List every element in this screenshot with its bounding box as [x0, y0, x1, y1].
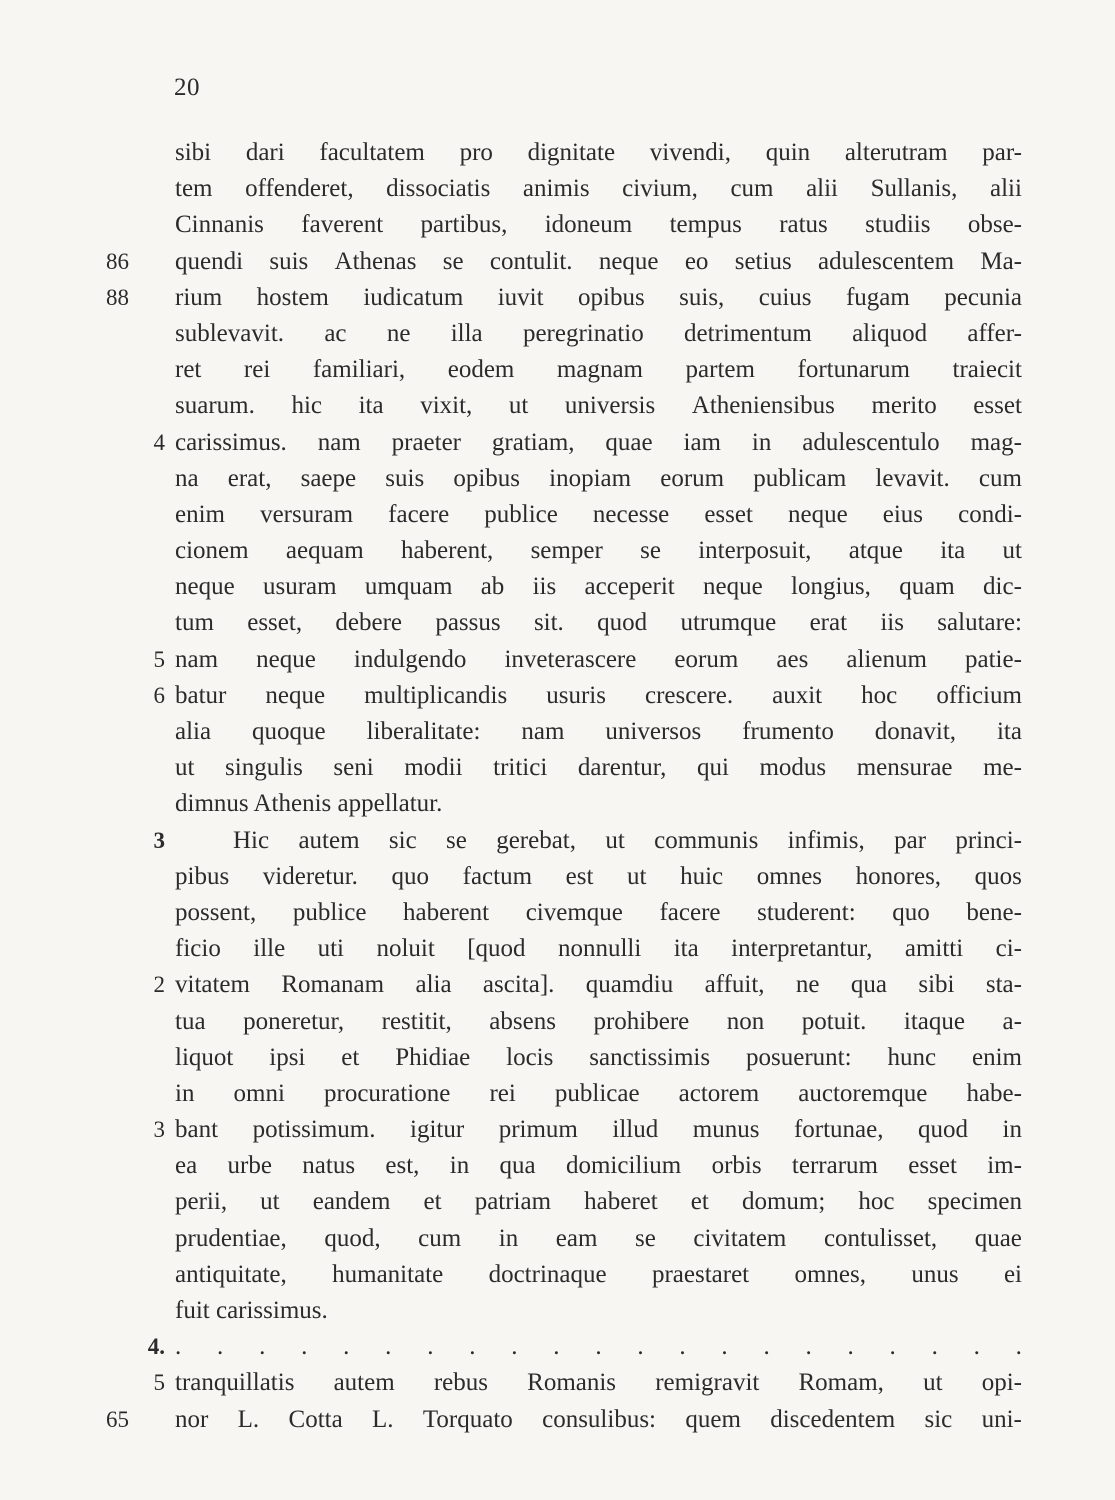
line-text: in omni procuratione rei publicae actorem auctoremque habe- [175, 1079, 1022, 1107]
text-line [110, 1148, 1022, 1184]
line-text: ret rei familiari, eodem magnam partem fortunarum traiecit [175, 356, 1022, 384]
line-text: dimnus Athenis appellatur. [175, 790, 443, 818]
line-text: ficio ille uti noluit [quod nonnulli ita interpretantur, amitti ci- [175, 935, 1022, 963]
line-text: vitatem Romanam alia ascita]. quamdiu affuit, ne qua sibi sta- [175, 971, 1022, 999]
text-line [110, 425, 1022, 461]
text-line [110, 1112, 1022, 1148]
text-line [110, 823, 1022, 859]
text-line [110, 859, 1022, 895]
text-line [110, 533, 1022, 569]
line-text: rium hostem iudicatum iuvit opibus suis, cuius fugam pecunia [175, 283, 1022, 311]
line-text: enim versuram facere publice necesse esset neque eius condi- [175, 500, 1022, 528]
margin-number: 65 [106, 1406, 129, 1432]
line-text: nam neque indulgendo inveterascere eorum aes alienum patie- [175, 645, 1022, 673]
text-line [110, 967, 1022, 1003]
text-line [110, 1040, 1022, 1076]
text-line [110, 1184, 1022, 1220]
text-line [110, 714, 1022, 750]
text-line [110, 461, 1022, 497]
line-text: Hic autem sic se gerebat, ut communis infimis, par princi- [233, 826, 1022, 854]
text-line [110, 497, 1022, 533]
line-text: prudentiae, quod, cum in eam se civitatem contulisset, quae [175, 1224, 1022, 1252]
margin-number: 6 [153, 682, 165, 708]
text-line [110, 1004, 1022, 1040]
line-text: pibus videretur. quo factum est ut huic omnes honores, quos [175, 862, 1022, 890]
line-text: tranquillatis autem rebus Romanis remigravit Romam, ut opi- [175, 1369, 1022, 1397]
line-text: sibi dari facultatem pro dignitate vivendi, quin alterutram par- [175, 139, 1022, 166]
line-text: batur neque multiplicandis usuris crescere. auxit hoc officium [175, 681, 1022, 709]
line-text: nor L. Cotta L. Torquato consulibus: quem discedentem sic uni- [175, 1405, 1022, 1433]
text-line [110, 569, 1022, 605]
margin-number: 4. [147, 1334, 165, 1360]
text-line [110, 931, 1022, 967]
line-text: bant potissimum. igitur primum illud munus fortunae, quod in [175, 1116, 1022, 1144]
text-line [110, 605, 1022, 641]
text-line [110, 171, 1022, 207]
text-line [110, 1329, 1022, 1365]
latin-text-body [106, 135, 1022, 1438]
text-line [106, 280, 1022, 316]
line-text: tum esset, debere passus sit. quod utrumque erat iis salutare: [175, 609, 1022, 637]
line-text: possent, publice haberent civemque facere studerent: quo bene- [175, 898, 1022, 926]
line-text: antiquitate, humanitate doctrinaque praestaret omnes, unus ei [175, 1260, 1022, 1288]
margin-number: 88 [106, 284, 129, 310]
text-line [110, 1076, 1022, 1112]
line-text: alia quoque liberalitate: nam universos frumento donavit, ita [175, 718, 1022, 745]
margin-number: 2 [153, 972, 165, 998]
margin-number: 4 [153, 429, 165, 455]
line-text: Cinnanis faverent partibus, idoneum tempus ratus studiis obse- [175, 211, 1022, 239]
line-text: suarum. hic ita vixit, ut universis Atheniensibus merito esset [175, 392, 1022, 420]
text-line [110, 895, 1022, 931]
text-line [110, 678, 1022, 714]
text-line [110, 1293, 1022, 1329]
page-number: 20 [174, 74, 200, 101]
line-text: perii, ut eandem et patriam haberet et domum; hoc specimen [175, 1188, 1022, 1216]
line-text: sublevavit. ac ne illa peregrinatio detrimentum aliquod affer- [175, 319, 1022, 347]
text-line [110, 352, 1022, 388]
line-text: quendi suis Athenas se contulit. neque eo setius adulescentem Ma- [175, 247, 1022, 275]
line-text: ut singulis seni modii tritici darentur, qui modus mensurae me- [175, 754, 1022, 782]
text-line [110, 1221, 1022, 1257]
text-line [106, 244, 1022, 280]
line-text: fuit carissimus. [175, 1297, 328, 1324]
line-text: tua poneretur, restitit, absens prohibere non potuit. itaque a- [175, 1007, 1022, 1035]
text-line [110, 316, 1022, 352]
margin-number: 3 [153, 827, 165, 853]
line-text: na erat, saepe suis opibus inopiam eorum publicam levavit. cum [175, 464, 1022, 492]
line-text: neque usuram umquam ab iis acceperit neque longius, quam dic- [175, 573, 1022, 601]
line-text: . . . . . . . . . . . . . . . . . . . . . [175, 1333, 1022, 1361]
margin-number: 5 [153, 646, 165, 672]
text-line [110, 207, 1022, 243]
line-text: ea urbe natus est, in qua domicilium orbis terrarum esset im- [175, 1152, 1022, 1180]
text-line [110, 135, 1022, 171]
text-line [106, 1402, 1022, 1438]
text-line [110, 786, 1022, 822]
text-line [110, 642, 1022, 678]
text-line [110, 1365, 1022, 1401]
line-text: carissimus. nam praeter gratiam, quae iam in adulescentulo mag- [175, 428, 1022, 456]
line-text: liquot ipsi et Phidiae locis sanctissimis posuerunt: hunc enim [175, 1043, 1022, 1071]
text-line [110, 388, 1022, 424]
text-line [110, 750, 1022, 786]
margin-number: 3 [153, 1117, 165, 1143]
line-text: cionem aequam haberent, semper se interposuit, atque ita ut [175, 537, 1022, 565]
margin-number: 86 [106, 248, 129, 274]
margin-number: 5 [153, 1370, 165, 1396]
text-line [110, 1257, 1022, 1293]
line-text: tem offenderet, dissociatis animis civium, cum alii Sullanis, alii [175, 175, 1022, 203]
